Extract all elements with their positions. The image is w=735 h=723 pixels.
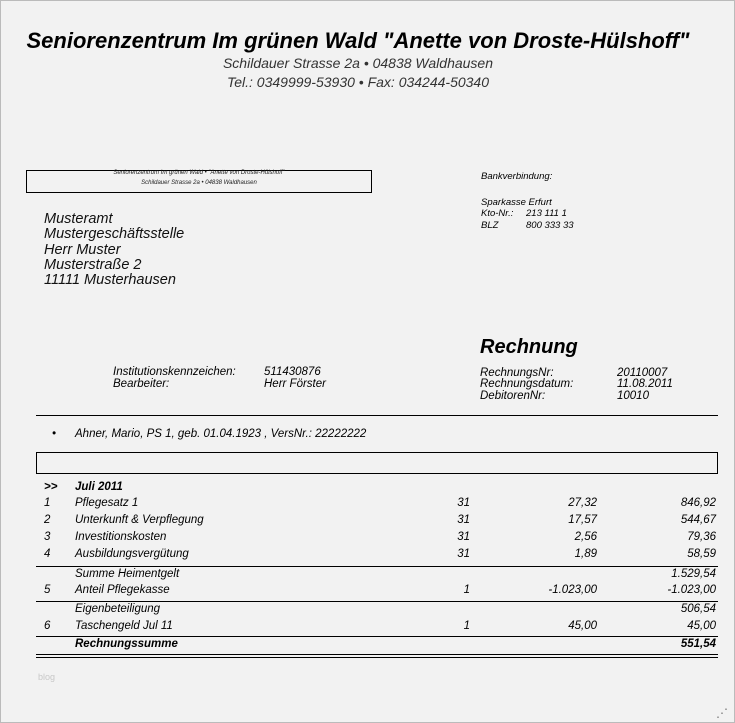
total-line	[36, 636, 718, 637]
recipient-line-4: Musterstraße 2	[44, 257, 142, 273]
row-quantity: 31	[457, 531, 470, 543]
row-description: Summe Heimentgelt	[75, 568, 180, 580]
row-total: 506,54	[680, 603, 716, 615]
row-description: Investitionskosten	[75, 531, 167, 543]
row-number: 6	[44, 620, 51, 632]
table-row	[0, 620, 735, 636]
table-row	[0, 584, 735, 600]
table-row	[0, 531, 735, 547]
recipient-line-1: Musteramt	[44, 211, 113, 227]
row-description: Unterkunft & Verpflegung	[75, 514, 204, 526]
row-total: -1.023,00	[667, 584, 716, 596]
bank-account-label: Kto-Nr.:	[481, 208, 514, 219]
separator-line	[36, 415, 718, 416]
sender-line-2: Schildauer Strasse 2a • 04838 Waldhausen	[141, 180, 257, 186]
row-quantity: 31	[457, 548, 470, 560]
invoice-date-label: Rechnungsdatum:	[480, 378, 574, 390]
month-label: Juli 2011	[75, 481, 123, 493]
table-row	[0, 548, 735, 564]
row-price: 1,89	[574, 548, 597, 560]
subtotal-line	[36, 566, 718, 567]
bank-blz-label: BLZ	[481, 220, 499, 231]
row-total: 58,59	[687, 548, 716, 560]
invoice-number-value: 20110007	[617, 367, 668, 379]
empty-info-box	[36, 452, 718, 474]
row-description: Pflegesatz 1	[75, 497, 139, 509]
row-total: 846,92	[680, 497, 716, 509]
sender-line-1: Seniorenzentrum Im grünen Wald • "Anette von Droste-Hülshoff"	[113, 170, 285, 176]
invoice-title: Rechnung	[480, 336, 578, 358]
table-row	[0, 497, 735, 513]
row-number: 4	[44, 548, 51, 560]
letterhead-address: Schildauer Strasse 2a • 04838 Waldhausen	[222, 55, 494, 71]
grand-total-value: 551,54	[680, 638, 716, 650]
row-total: 1.529,54	[671, 568, 716, 580]
institution-id-label: Institutionskennzeichen:	[113, 366, 236, 378]
row-total: 544,67	[680, 514, 716, 526]
subtotal-row	[0, 568, 735, 584]
row-quantity: 31	[457, 497, 470, 509]
row-price: 27,32	[568, 497, 597, 509]
row-number: 2	[44, 514, 51, 526]
row-description: Eigenbeteiligung	[75, 603, 161, 615]
own-share-row	[0, 603, 735, 619]
bank-name: Sparkasse Erfurt	[481, 197, 552, 208]
row-number: 3	[44, 531, 51, 543]
row-total: 45,00	[687, 620, 716, 632]
resize-grip-icon[interactable]: ⋰	[716, 706, 728, 720]
institution-id-value: 511430876	[264, 366, 321, 378]
recipient-line-5: 11111 Musterhausen	[44, 272, 176, 288]
debtor-number-value: 10010	[617, 390, 649, 402]
month-header-row	[0, 481, 735, 497]
row-number: 1	[44, 497, 51, 509]
sender-return-address-box	[26, 170, 372, 193]
row-description: Ausbildungsvergütung	[75, 548, 189, 560]
grand-total-label: Rechnungssumme	[75, 638, 178, 650]
recipient-line-2: Mustergeschäftsstelle	[44, 226, 185, 242]
invoice-date-value: 11.08.2011	[617, 378, 673, 390]
bank-heading: Bankverbindung:	[481, 171, 553, 182]
patient-info: Ahner, Mario, PS 1, geb. 01.04.1923 , VersNr.: 22222222	[75, 428, 367, 440]
invoice-number-label: RechnungsNr:	[480, 367, 554, 379]
clerk-label: Bearbeiter:	[113, 378, 170, 390]
row-total: 79,36	[687, 531, 716, 543]
row-price: 17,57	[568, 514, 597, 526]
row-price: 2,56	[574, 531, 597, 543]
clerk-value: Herr Förster	[264, 378, 326, 390]
watermark-text: blog	[38, 672, 56, 682]
grand-total-row	[0, 638, 735, 654]
row-number: 5	[44, 584, 51, 596]
row-quantity: 1	[463, 620, 470, 632]
table-row	[0, 514, 735, 530]
row-price: 45,00	[568, 620, 597, 632]
row-description: Taschengeld Jul 11	[75, 620, 173, 632]
letterhead-title: Seniorenzentrum Im grünen Wald "Anette von Droste-Hülshoff"	[26, 28, 690, 53]
bank-blz-value: 800 333 33	[526, 220, 574, 231]
double-underline-top	[36, 654, 718, 655]
row-price: -1.023,00	[548, 584, 597, 596]
row-description: Anteil Pflegekasse	[75, 584, 170, 596]
debtor-number-label: DebitorenNr:	[480, 390, 546, 402]
month-marker: >>	[44, 481, 58, 493]
own-share-line	[36, 601, 718, 602]
row-quantity: 31	[457, 514, 470, 526]
bank-account-value: 213 111 1	[526, 208, 567, 219]
letterhead-contact: Tel.: 0349999-53930 • Fax: 034244-50340	[226, 74, 490, 90]
double-underline-bottom	[36, 657, 718, 658]
patient-bullet: •	[52, 428, 57, 440]
row-quantity: 1	[463, 584, 470, 596]
recipient-line-3: Herr Muster	[44, 242, 121, 258]
